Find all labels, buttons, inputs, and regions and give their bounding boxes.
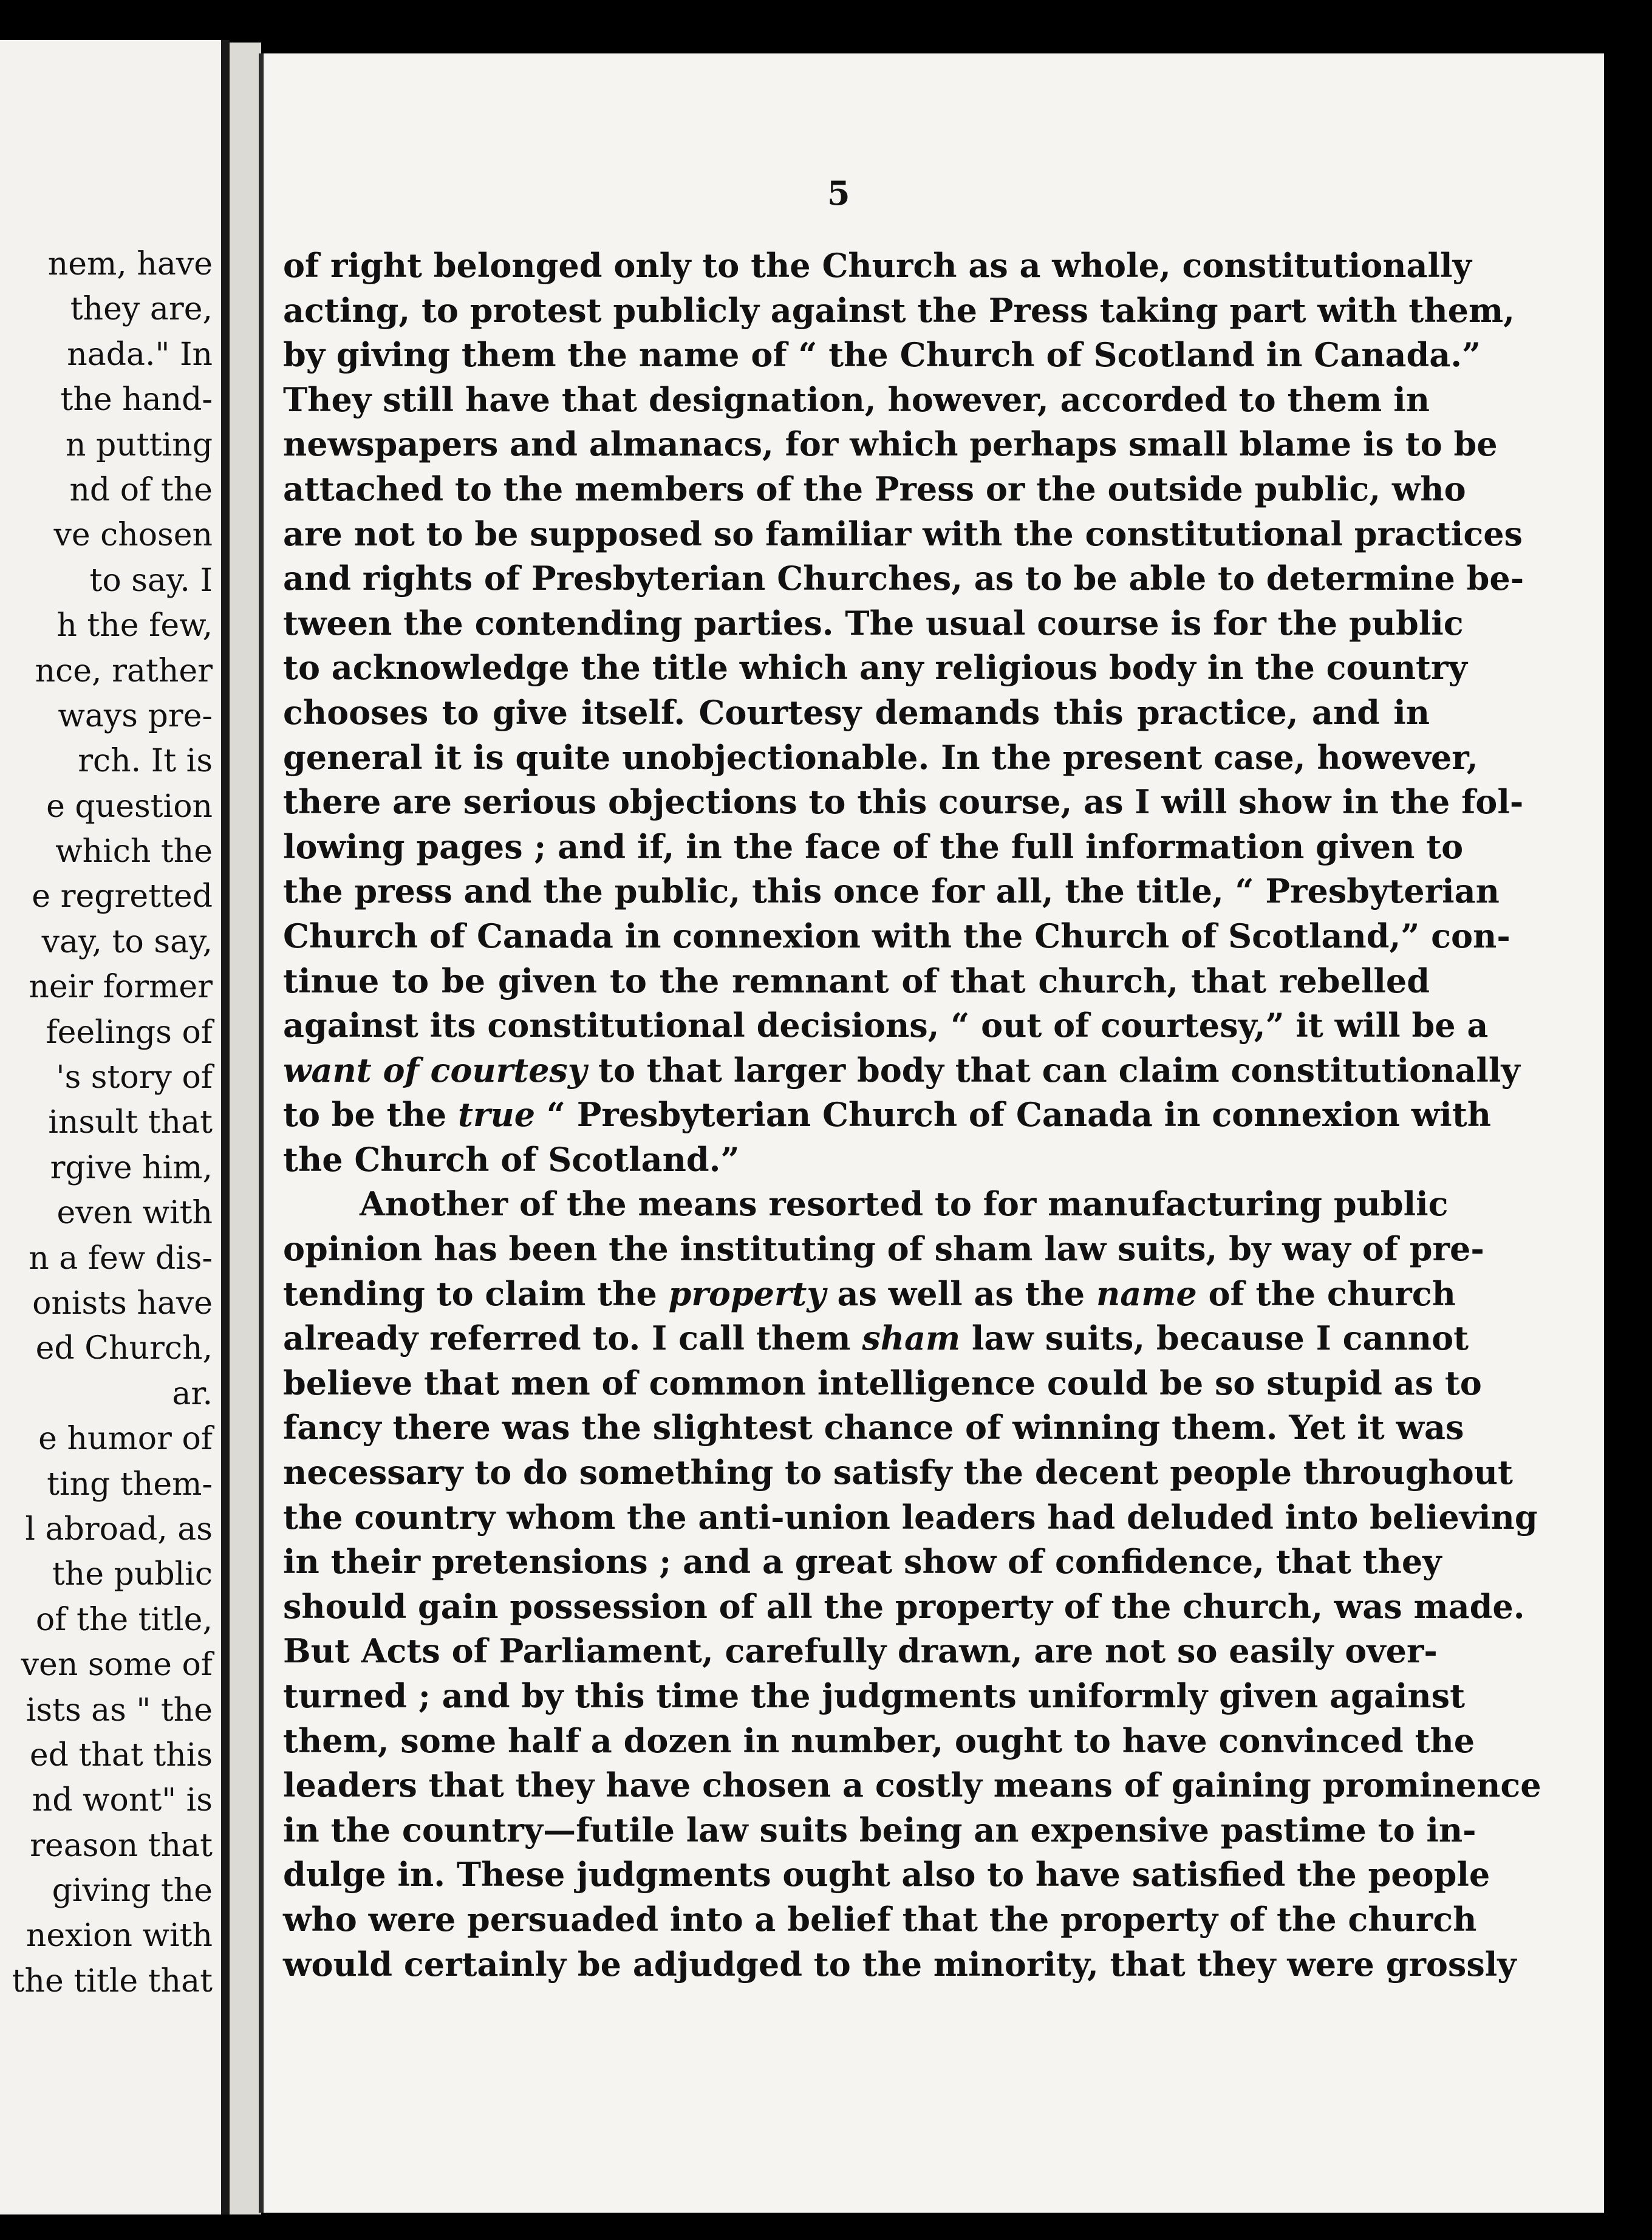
- text-line: [283, 1316, 1469, 1361]
- text-line: [283, 1093, 1492, 1138]
- text-line: [283, 1585, 1525, 1630]
- text-line: [283, 1048, 1520, 1093]
- left-fragment-line: e regretted: [32, 878, 213, 915]
- text-segment: should gain possession of all the property of the church, was made.: [283, 1586, 1525, 1626]
- page-number: 5: [827, 174, 850, 213]
- page-gutter: [230, 43, 261, 2214]
- left-fragment-line: n a few dis-: [29, 1240, 213, 1277]
- text-line: [283, 1361, 1482, 1406]
- text-line: [283, 244, 1472, 289]
- text-segment: them, some half a dozen in number, ought to have convinced the: [283, 1721, 1475, 1760]
- text-segment: dulge in. These judgments ought also to have satisfied the people: [283, 1855, 1490, 1894]
- left-fragment-line: of the title,: [35, 1601, 213, 1638]
- text-segment: newspapers and almanacs, for which perhaps small blame is to be: [283, 425, 1498, 464]
- left-fragment-line: ar.: [172, 1375, 213, 1412]
- text-segment: opinion has been the instituting of sham law suits, by way of pre-: [283, 1229, 1484, 1269]
- italic-text: property: [668, 1274, 826, 1313]
- left-fragment-line: nce, rather: [35, 652, 213, 689]
- text-segment: Church of Canada in connexion with the Church of Scotland,” con-: [283, 916, 1510, 955]
- text-line: [283, 1674, 1466, 1719]
- text-segment: tending to claim the: [283, 1274, 669, 1313]
- text-segment: tween the contending parties. The usual course is for the public: [283, 603, 1464, 643]
- gutter-rule: [221, 40, 230, 2214]
- text-line: [283, 1450, 1513, 1495]
- text-segment: who were persuaded into a belief that the property of the church: [283, 1899, 1477, 1939]
- text-line: [283, 1003, 1489, 1048]
- text-segment: acting, to protest publicly against the Press taking part with them,: [283, 290, 1515, 330]
- left-fragment-line: nd wont" is: [32, 1782, 213, 1819]
- text-line: [283, 333, 1481, 378]
- italic-text: true: [458, 1095, 536, 1135]
- left-fragment-line: e question: [46, 788, 213, 825]
- left-fragment-line: rch. It is: [78, 743, 213, 780]
- left-fragment-line: ven some of: [21, 1647, 213, 1684]
- text-line: [283, 601, 1464, 646]
- left-fragment-line: the hand-: [60, 381, 213, 418]
- text-segment: general it is quite unobjectionable. In the present case, however,: [283, 737, 1478, 777]
- left-fragment-line: giving the: [52, 1873, 213, 1910]
- text-line: [283, 1138, 1430, 1183]
- left-fragment-line: nd of the: [69, 471, 213, 508]
- text-line: [283, 1808, 1476, 1853]
- left-fragment-line: the title that: [12, 1962, 213, 1999]
- text-segment: there are serious objections to this course, as I will show in the fol-: [283, 782, 1524, 822]
- text-line: [283, 1182, 1449, 1227]
- text-segment: law suits, because I cannot: [960, 1319, 1469, 1358]
- left-fragment-line: reason that: [30, 1827, 213, 1864]
- text-line: [283, 556, 1524, 601]
- left-fragment-line: rgive him,: [50, 1149, 213, 1186]
- text-segment: chooses to give itself. Courtesy demands this practice, and in: [283, 692, 1430, 732]
- left-page-text: [12, 242, 213, 2004]
- text-line: [283, 512, 1523, 557]
- left-fragment-line: the public: [52, 1556, 213, 1593]
- text-segment: and rights of Presbyterian Churches, as to be able to determine be-: [283, 559, 1524, 598]
- text-line: [283, 691, 1430, 736]
- text-line: [283, 1763, 1541, 1808]
- text-line: [283, 1405, 1464, 1450]
- text-segment: leaders that they have chosen a costly means of gaining prominence: [283, 1766, 1541, 1805]
- left-fragment-line: which the: [55, 833, 213, 870]
- text-line: [283, 1852, 1490, 1897]
- text-segment: are not to be supposed so familiar with the constitutional practices: [283, 514, 1523, 553]
- left-fragment-line: they are,: [70, 291, 213, 328]
- left-fragment-line: ed that this: [29, 1736, 213, 1774]
- text-segment: of right belonged only to the Church as a whole, constitutionally: [283, 246, 1472, 285]
- text-segment: of the church: [1196, 1274, 1456, 1313]
- text-line: [283, 646, 1467, 691]
- text-line: [283, 780, 1524, 825]
- left-fragment-line: n putting: [66, 426, 213, 463]
- italic-text: name: [1096, 1274, 1197, 1313]
- text-segment: the Church of Scotland.”: [283, 1139, 740, 1179]
- text-segment: against its constitutional decisions, “ out of courtesy,” it will be a: [283, 1006, 1489, 1045]
- text-line: [283, 1495, 1538, 1540]
- text-segment: believe that men of common intelligence could be so stupid as to: [283, 1363, 1482, 1402]
- left-fragment-line: nem, have: [47, 246, 213, 282]
- text-segment: Another of the means resorted to for manufacturing public: [360, 1184, 1449, 1224]
- left-fragment-line: ve chosen: [53, 517, 213, 554]
- text-line: [283, 1272, 1456, 1317]
- text-segment: tinue to be given to the remnant of that church, that rebelled: [283, 961, 1430, 1000]
- left-fragment-line: ways pre-: [58, 697, 213, 734]
- left-fragment-line: onists have: [32, 1285, 213, 1322]
- text-segment: in the country—futile law suits being an expensive pastime to in-: [283, 1810, 1476, 1849]
- left-fragment-line: insult that: [48, 1104, 213, 1141]
- text-line: [283, 869, 1500, 914]
- left-fragment-line: nexion with: [26, 1917, 213, 1955]
- left-fragment-line: h the few,: [56, 607, 213, 644]
- text-segment: turned ; and by this time the judgments uniformly given against: [283, 1676, 1466, 1715]
- text-line: [283, 1540, 1442, 1585]
- text-line: [283, 1227, 1484, 1272]
- text-line: [283, 959, 1430, 1004]
- text-segment: attached to the members of the Press or the outside public, who: [283, 469, 1466, 508]
- text-segment: They still have that designation, however, accorded to them in: [283, 380, 1430, 419]
- text-segment: as well as the: [825, 1274, 1096, 1313]
- text-segment: to that larger body that can claim constitutionally: [587, 1050, 1520, 1090]
- italic-text: want of courtesy: [283, 1050, 587, 1090]
- text-segment: in their pretensions ; and a great show of confidence, that they: [283, 1542, 1442, 1582]
- left-page-fragment: [0, 40, 226, 2214]
- text-segment: to be the: [283, 1095, 459, 1135]
- text-segment: lowing pages ; and if, in the face of the full information given to: [283, 827, 1464, 866]
- body-text: [283, 244, 1541, 1987]
- left-fragment-line: even with: [56, 1195, 213, 1232]
- text-segment: by giving them the name of “ the Church of Scotland in Canada.”: [283, 335, 1481, 375]
- text-line: [283, 289, 1515, 333]
- text-line: [283, 378, 1430, 423]
- text-line: [283, 1897, 1477, 1942]
- left-fragment-line: to say. I: [89, 562, 213, 599]
- text-line: [283, 1719, 1475, 1764]
- left-fragment-line: feelings of: [46, 1014, 213, 1051]
- text-segment: “ Presbyterian Church of Canada in connexion with: [535, 1095, 1492, 1135]
- text-line: [283, 467, 1466, 512]
- text-line: [283, 914, 1510, 959]
- left-fragment-line: ed Church,: [35, 1330, 213, 1367]
- text-segment: necessary to do something to satisfy the decent people throughout: [283, 1453, 1513, 1492]
- text-line: [283, 1942, 1517, 1987]
- text-segment: fancy there was the slightest chance of winning them. Yet it was: [283, 1408, 1464, 1447]
- left-fragment-line: ists as " the: [26, 1692, 213, 1729]
- text-line: [283, 736, 1478, 780]
- text-line: [283, 825, 1464, 870]
- text-segment: would certainly be adjudged to the minority, that they were grossly: [283, 1944, 1517, 1984]
- left-fragment-line: neir former: [29, 969, 213, 1006]
- left-fragment-line: e humor of: [38, 1421, 213, 1458]
- text-line: [283, 422, 1498, 467]
- left-fragment-line: vay, to say,: [41, 923, 213, 960]
- left-fragment-line: ting them-: [47, 1466, 213, 1503]
- right-page: [259, 53, 1604, 2213]
- text-segment: already referred to. I call them: [283, 1319, 862, 1358]
- page-edge: [259, 53, 264, 2213]
- text-segment: the country whom the anti-union leaders had deluded into believing: [283, 1497, 1538, 1537]
- italic-text: sham: [862, 1319, 961, 1358]
- text-line: [283, 1629, 1438, 1674]
- left-fragment-line: 's story of: [56, 1059, 213, 1096]
- text-segment: to acknowledge the title which any religious body in the country: [283, 648, 1467, 688]
- left-fragment-line: l abroad, as: [25, 1511, 213, 1548]
- text-segment: the press and the public, this once for all, the title, “ Presbyterian: [283, 872, 1500, 911]
- left-fragment-line: nada." In: [67, 336, 213, 373]
- text-segment: But Acts of Parliament, carefully drawn, are not so easily over-: [283, 1631, 1438, 1671]
